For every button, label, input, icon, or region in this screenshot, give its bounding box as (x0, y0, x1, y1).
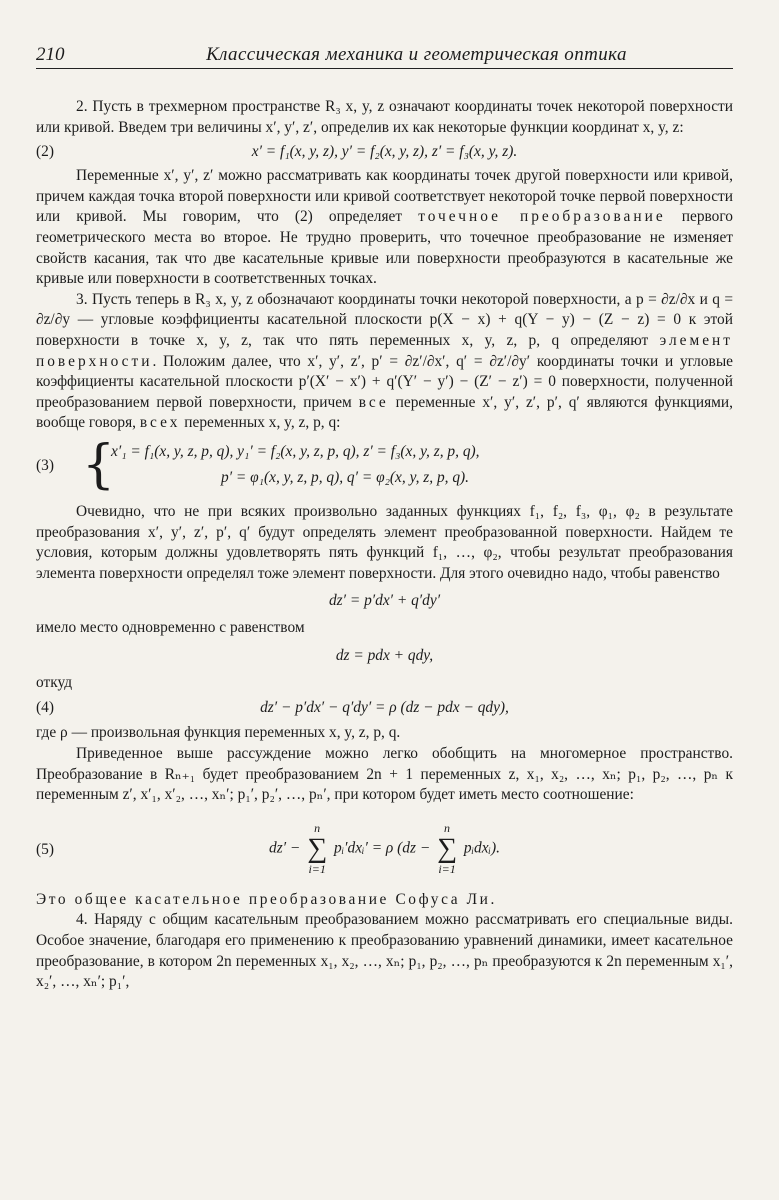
paragraph-5: где ρ — произвольная функция переменных x, y, z, p, q. (36, 724, 401, 742)
spaced-term: точечное преобразование (418, 208, 666, 226)
equation-line-2: p′ = φ₁(x, y, z, p, q), q′ = φ₂(x, y, z, p, q). (221, 468, 470, 486)
paragraph-3: 3. Пусть теперь в R₃ x, y, z обозначают координаты точки некоторой поверхности, а p = ∂z/∂x и q = ∂z/∂y — угловые коэффициенты касательной плоскости p(X − x) + q(Y − y) − (Z − z) = 0 к этой поверхности в точке x, y, z, так что пять переменных x, y, z, p, q определяют элемент поверхности. Положим далее, что x′, y′, z′, p′ = ∂z′/∂x′, q′ = ∂z′/∂y′ координаты точки и угловые коэффициенты касательной плоскости p′(X′ − x′) + q′(Y′ − y′) − (Z′ − z′) = 0 поверхности, полученной преобразованием первой поверхности, причем все переменные x′, y′, z′, p′, q′ являются функциями, вообще говоря, всех переменных x, y, z, p, q: (36, 290, 733, 432)
equation-body: dz′ − p′dx′ − q′dy′ = ρ (dz − pdx − qdy), (260, 699, 509, 717)
spaced-term: элемент поверхности (36, 331, 733, 370)
equation-4 (36, 693, 733, 723)
sum-symbol: n ∑ i=1 (437, 820, 458, 876)
paragraph-4: Очевидно, что не при всяких произвольно заданных функциях f₁, f₂, f₃, φ₁, φ₂ в результате преобразования x′, y′, z′, p′, q′ будут определять элемент преобразованной поверхности. Найдем те условия, которым должны удовлетворять пять функций f₁, …, φ₂, чтобы результат преобразования элемента поверхности определял тоже элемент поверхности. Для этого очевидно надо, чтобы равенство (36, 502, 733, 582)
equation-number: (4) (36, 699, 54, 717)
paragraph-2b: Переменные x′, y′, z′ можно рассматривать как координаты точек другой поверхности или кривой, причем каждая точка второй поверхности или кривой соответствует некоторой точке первой поверхности или кривой. Мы говорим, что (2) определяет точечное преобразование первого геометрического места во второе. Не трудно проверить, что точечное преобразование не изменяет свойств касания, так что две касательные кривые или поверхности преобразуются в касательные же кривые или поверхности в соответственных точках. (36, 167, 734, 288)
equation-system-3 (36, 434, 733, 496)
spaced-term: всех (139, 414, 181, 432)
running-header (36, 40, 733, 69)
spaced-term: все (358, 393, 389, 411)
equation-number: (2) (36, 142, 54, 160)
equation-body: dz′ − n ∑ i=1 pᵢ′dxᵢ′ = ρ (dz − n ∑ i=1 pᵢdxᵢ). (269, 820, 500, 876)
book-page (36, 40, 733, 993)
spaced-sentence: Это общее касательное преобразование Софуса Ли. (36, 890, 497, 908)
paragraph-6: Приведенное выше рассуждение можно легко обобщить на многомерное пространство. Преобразование в Rₙ₊₁ будет преобразованием 2n + 1 переменных z, x₁, x₂, …, xₙ; p₁, p₂, …, pₙ к переменным z′, x′₁, x′₂, …, xₙ′; p₁′, p₂′, …, pₙ′, при котором будет иметь место соотношение: (36, 745, 733, 804)
equation-number: (3) (36, 456, 54, 474)
left-brace: { (82, 434, 116, 495)
equation-dz-prime: dz′ = p′dx′ + q′dy′ (328, 591, 441, 609)
paragraph-8: 4. Наряду с общим касательным преобразованием можно рассматривать его специальные виды. Особое значение, благодаря его применению к преобразованию уравнений динамики, имеет касательное преобразование, в котором 2n переменных x₁, x₂, …, xₙ; p₁, p₂, …, pₙ преобразуются к 2n переменным x₁′, x₂′, …, xₙ′; p₁′, (36, 911, 733, 991)
sum-symbol: n ∑ i=1 (307, 820, 328, 876)
equation-body: x′ = f₁(x, y, z), y′ = f₂(x, y, z), z′ = f₃(x, y, z). (251, 142, 518, 160)
text-line: имело место одновременно с равенством (36, 619, 305, 637)
equation-5 (36, 810, 733, 888)
paragraph-2a: 2. Пусть в трехмерном пространстве R₃ x, y, z означают координаты точек некоторой поверхности или кривой. Введем три величины x′, y′, z′, определив их как некоторые функции координат x, y, z: (36, 98, 733, 136)
equation-number: (5) (36, 840, 54, 858)
page-number: 210 (36, 44, 65, 65)
text-line: откуд (36, 673, 73, 691)
equation-2 (36, 138, 733, 166)
equation-dz: dz = pdx + qdy, (335, 646, 434, 664)
running-title: Классическая механика и геометрическая оптика (206, 44, 627, 65)
equation-line-1: x′₁ = f₁(x, y, z, p, q), y₁′ = f₂(x, y, z, p, q), z′ = f₃(x, y, z, p, q), (111, 442, 480, 460)
